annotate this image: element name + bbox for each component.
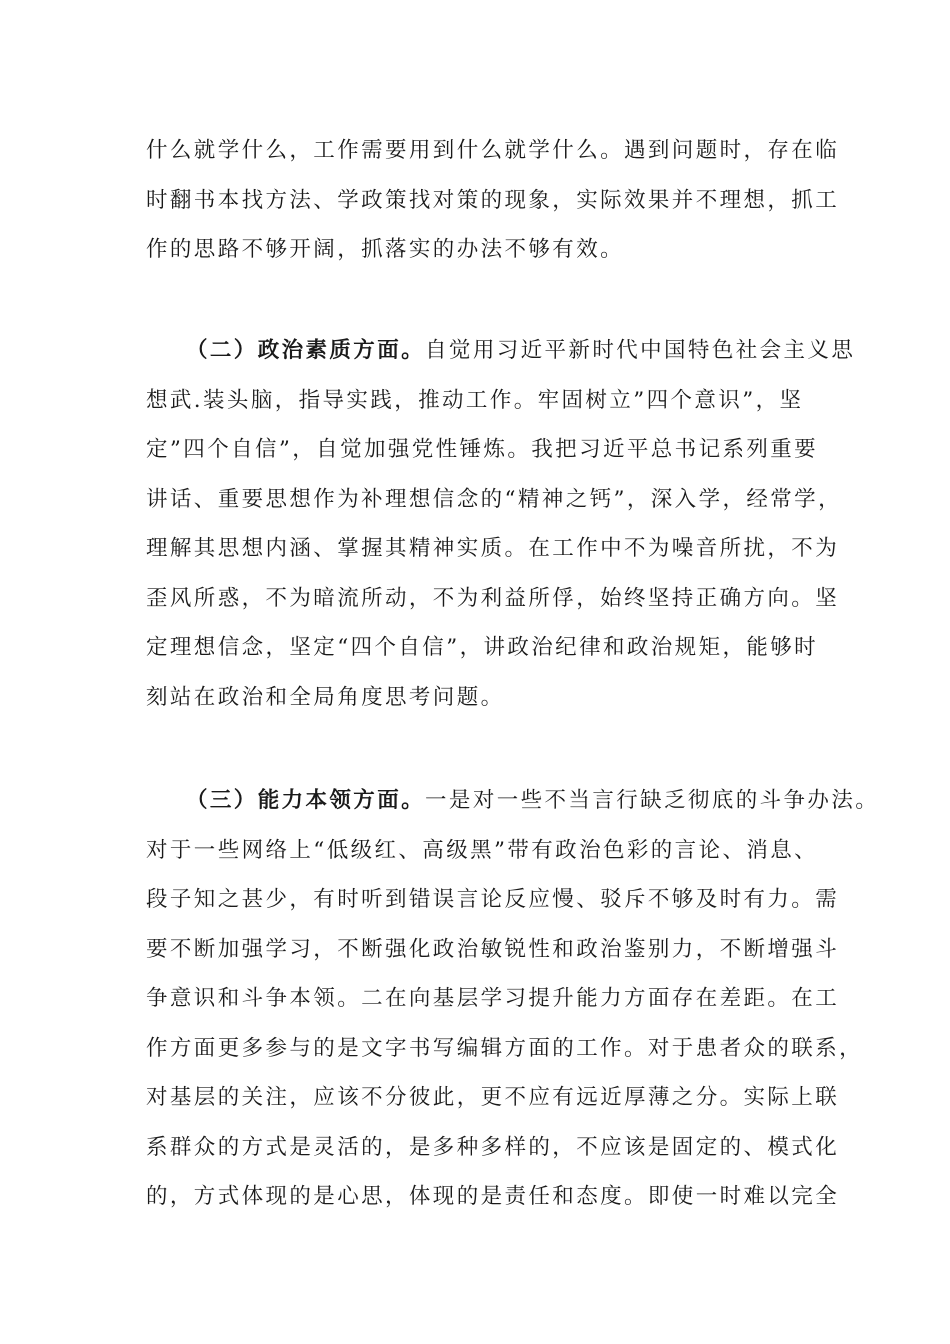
paragraph-ability (146, 776, 880, 1222)
text-line (146, 776, 880, 826)
text-line: 争意识和斗争本领。二在向基层学习提升能力方面存在差距。在工 (146, 986, 840, 1011)
text-line: 段子知之甚少，有时听到错误言论反应慢、驳斥不够及时有力。需 (146, 887, 840, 912)
text-line: 时翻书本找方法、学政策找对策的现象，实际效果并不理想，抓工 (146, 187, 840, 213)
text-line (146, 326, 856, 376)
text-run: 自觉用习近平新时代中国特色社会主义思 (425, 338, 856, 363)
text-line: 系群众的方式是灵活的，是多种多样的，不应该是固定的、模式化 (146, 1134, 840, 1160)
section-heading: （三）能力本领方面。 (186, 788, 426, 813)
text-line: 定”四个自信”，自觉加强党性锤炼。我把习近平总书记系列重要 (146, 437, 819, 462)
text-line: 什么就学什么，工作需要用到什么就学什么。遇到问题时，存在临 (146, 138, 840, 163)
text-line: 对于一些网络上“低级红、高级黑”带有政治色彩的言论、消息、 (146, 837, 819, 863)
paragraph-political-quality (146, 326, 856, 722)
text-line: 歪风所惑，不为暗流所动，不为利益所俘，始终坚持正确方向。坚 (146, 585, 840, 611)
text-line: 理解其思想内涵、掌握其精神实质。在工作中不为噪音所扰，不为 (146, 536, 840, 561)
text-run: 一是对一些不当言行缺乏彻底的斗争办法。 (425, 788, 880, 813)
text-line: 要不断加强学习，不断强化政治敏锐性和政治鉴别力，不断增强斗 (146, 936, 840, 962)
text-line: 作的思路不够开阔，抓落实的办法不够有效。 (146, 237, 625, 262)
text-line: 作方面更多参与的是文字书写编辑方面的工作。对于患者众的联系， (146, 1035, 864, 1061)
section-heading: （二）政治素质方面。 (186, 338, 426, 363)
text-line: 的，方式体现的是心思，体现的是责任和态度。即使一时难以完全 (146, 1184, 840, 1209)
text-line: 定理想信念，坚定“四个自信”，讲政治纪律和政治规矩，能够时 (146, 635, 819, 660)
text-line: 刻站在政治和全局角度思考问题。 (146, 684, 505, 710)
text-line: 讲话、重要思想作为补理想信念的“精神之钙”，深入学，经常学， (146, 486, 842, 512)
paragraph-continuation (146, 126, 840, 275)
text-line: 想武.装头脑，指导实践，推动工作。牢固树立”四个意识”，坚 (146, 387, 804, 413)
text-line: 对基层的关注，应该不分彼此，更不应有远近厚薄之分。实际上联 (146, 1085, 840, 1110)
